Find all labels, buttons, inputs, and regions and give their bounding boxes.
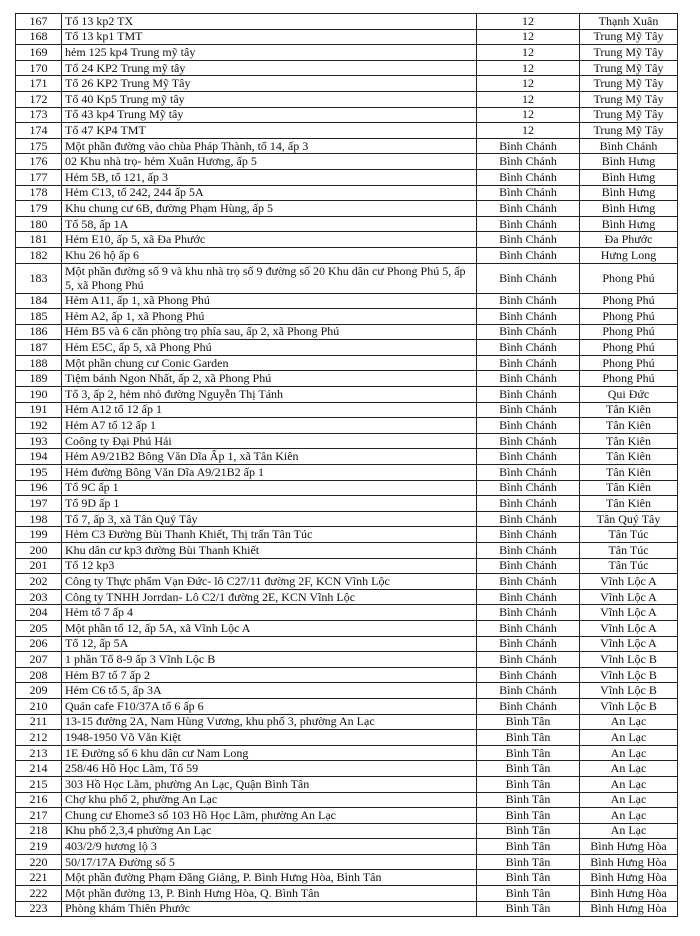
district-cell: Bình Chánh: [477, 402, 580, 418]
district-cell: Bình Chánh: [477, 574, 580, 590]
ward-cell: Phong Phú: [580, 340, 678, 356]
table-row: [16, 232, 678, 248]
table-body: [16, 14, 678, 917]
row-number-cell: 178: [16, 185, 62, 201]
district-cell: Bình Tân: [477, 714, 580, 730]
district-cell: Bình Chánh: [477, 527, 580, 543]
ward-cell: Vĩnh Lộc B: [580, 683, 678, 699]
table-row: [16, 60, 678, 76]
district-cell: Bình Chánh: [477, 309, 580, 325]
ward-cell: Trung Mỹ Tây: [580, 107, 678, 123]
ward-cell: An Lạc: [580, 761, 678, 777]
ward-cell: An Lạc: [580, 808, 678, 824]
district-cell: Bình Tân: [477, 854, 580, 870]
table-row: [16, 263, 678, 293]
ward-cell: Bình Hưng: [580, 216, 678, 232]
ward-cell: Tân Kiên: [580, 449, 678, 465]
location-cell: 13-15 đường 2A, Nam Hùng Vương, khu phố 3, phường An Lạc: [62, 714, 477, 730]
district-cell: Bình Tân: [477, 808, 580, 824]
table-row: [16, 620, 678, 636]
location-cell: Tổ 47 KP4 TMT: [62, 123, 477, 139]
location-cell: 50/17/17A Đường số 5: [62, 854, 477, 870]
row-number-cell: 172: [16, 91, 62, 107]
ward-cell: Đa Phước: [580, 232, 678, 248]
table-row: [16, 496, 678, 512]
row-number-cell: 202: [16, 574, 62, 590]
row-number-cell: 175: [16, 138, 62, 154]
ward-cell: Bình Hưng Hòa: [580, 854, 678, 870]
row-number-cell: 206: [16, 636, 62, 652]
ward-cell: Trung Mỹ Tây: [580, 91, 678, 107]
ward-cell: An Lạc: [580, 714, 678, 730]
table-row: [16, 776, 678, 792]
location-cell: Phòng khám Thiên Phước: [62, 901, 477, 917]
row-number-cell: 197: [16, 496, 62, 512]
ward-cell: Tân Kiên: [580, 480, 678, 496]
ward-cell: Tân Túc: [580, 558, 678, 574]
table-row: [16, 792, 678, 808]
location-cell: Hẻm A11, ấp 1, xã Phong Phú: [62, 293, 477, 309]
location-cell: Hẻm E5C, ấp 5, xã Phong Phú: [62, 340, 477, 356]
location-cell: Tổ 12, ấp 5A: [62, 636, 477, 652]
district-cell: Bình Chánh: [477, 620, 580, 636]
district-cell: Bình Tân: [477, 823, 580, 839]
row-number-cell: 223: [16, 901, 62, 917]
district-cell: Bình Chánh: [477, 247, 580, 263]
table-row: [16, 355, 678, 371]
location-cell: Một phần đường Phạm Đăng Giảng, P. Bình Hưng Hòa, Bình Tân: [62, 870, 477, 886]
row-number-cell: 214: [16, 761, 62, 777]
table-row: [16, 823, 678, 839]
district-cell: Bình Tân: [477, 792, 580, 808]
district-cell: Bình Chánh: [477, 511, 580, 527]
ward-cell: Phong Phú: [580, 355, 678, 371]
ward-cell: An Lạc: [580, 745, 678, 761]
row-number-cell: 184: [16, 293, 62, 309]
location-cell: Khu chung cư 6B, đường Phạm Hùng, ấp 5: [62, 201, 477, 217]
table-row: [16, 745, 678, 761]
location-cell: Tổ 13 kp1 TMT: [62, 29, 477, 45]
table-row: [16, 511, 678, 527]
location-cell: Một phần tổ 12, ấp 5A, xã Vĩnh Lộc A: [62, 620, 477, 636]
location-cell: Hẻm C13, tổ 242, 244 ấp 5A: [62, 185, 477, 201]
district-cell: Bình Chánh: [477, 683, 580, 699]
row-number-cell: 179: [16, 201, 62, 217]
document-sheet: [15, 13, 678, 917]
table-row: [16, 698, 678, 714]
row-number-cell: 193: [16, 433, 62, 449]
district-cell: Bình Chánh: [477, 418, 580, 434]
ward-cell: Bình Hưng: [580, 201, 678, 217]
row-number-cell: 218: [16, 823, 62, 839]
district-cell: Bình Tân: [477, 901, 580, 917]
table-row: [16, 433, 678, 449]
row-number-cell: 217: [16, 808, 62, 824]
ward-cell: Tân Kiên: [580, 418, 678, 434]
location-cell: Tổ 7, ấp 3, xã Tân Quý Tây: [62, 511, 477, 527]
ward-cell: Tân Kiên: [580, 433, 678, 449]
row-number-cell: 168: [16, 29, 62, 45]
table-row: [16, 808, 678, 824]
location-cell: Hẻm đường Bông Văn Dĩa A9/21B2 ấp 1: [62, 465, 477, 481]
row-number-cell: 186: [16, 324, 62, 340]
row-number-cell: 209: [16, 683, 62, 699]
district-cell: Bình Chánh: [477, 496, 580, 512]
ward-cell: Bình Hưng Hòa: [580, 839, 678, 855]
table-row: [16, 558, 678, 574]
district-cell: Bình Chánh: [477, 433, 580, 449]
location-cell: Tiệm bánh Ngon Nhất, ấp 2, xã Phong Phú: [62, 371, 477, 387]
district-cell: Bình Chánh: [477, 558, 580, 574]
district-cell: 12: [477, 107, 580, 123]
location-cell: Tổ 26 KP2 Trung Mỹ Tây: [62, 76, 477, 92]
row-number-cell: 194: [16, 449, 62, 465]
table-row: [16, 854, 678, 870]
row-number-cell: 211: [16, 714, 62, 730]
district-cell: 12: [477, 76, 580, 92]
district-cell: Bình Chánh: [477, 605, 580, 621]
table-row: [16, 589, 678, 605]
location-cell: Quán cafe F10/37A tổ 6 ấp 6: [62, 698, 477, 714]
ward-cell: Bình Chánh: [580, 138, 678, 154]
table-row: [16, 527, 678, 543]
ward-cell: Vĩnh Lộc B: [580, 652, 678, 668]
row-number-cell: 185: [16, 309, 62, 325]
table-row: [16, 574, 678, 590]
table-row: [16, 309, 678, 325]
row-number-cell: 176: [16, 154, 62, 170]
district-cell: Bình Chánh: [477, 667, 580, 683]
table-row: [16, 247, 678, 263]
district-cell: Bình Chánh: [477, 371, 580, 387]
table-row: [16, 652, 678, 668]
row-number-cell: 182: [16, 247, 62, 263]
location-cell: Coông ty Đại Phú Hải: [62, 433, 477, 449]
table-row: [16, 636, 678, 652]
location-cell: Công ty Thực phẩm Vạn Đức- lô C27/11 đường 2F, KCN Vĩnh Lộc: [62, 574, 477, 590]
row-number-cell: 221: [16, 870, 62, 886]
ward-cell: Trung Mỹ Tây: [580, 45, 678, 61]
table-row: [16, 293, 678, 309]
district-cell: 12: [477, 123, 580, 139]
table-row: [16, 107, 678, 123]
district-cell: Bình Chánh: [477, 449, 580, 465]
ward-cell: Bình Hưng: [580, 185, 678, 201]
location-cell: 1E Đường số 6 khu dân cư Nam Long: [62, 745, 477, 761]
row-number-cell: 213: [16, 745, 62, 761]
district-cell: Bình Tân: [477, 870, 580, 886]
district-cell: Bình Tân: [477, 776, 580, 792]
row-number-cell: 222: [16, 886, 62, 902]
location-cell: Hẻm B5 và 6 căn phòng trọ phía sau, ấp 2, xã Phong Phú: [62, 324, 477, 340]
ward-cell: Vĩnh Lộc A: [580, 574, 678, 590]
table-row: [16, 901, 678, 917]
district-cell: Bình Tân: [477, 761, 580, 777]
ward-cell: Trung Mỹ Tây: [580, 29, 678, 45]
district-cell: Bình Chánh: [477, 293, 580, 309]
table-row: [16, 387, 678, 403]
table-row: [16, 154, 678, 170]
row-number-cell: 183: [16, 263, 62, 293]
district-cell: Bình Tân: [477, 730, 580, 746]
row-number-cell: 180: [16, 216, 62, 232]
row-number-cell: 192: [16, 418, 62, 434]
location-cell: 258/46 Hồ Học Lãm, Tổ 59: [62, 761, 477, 777]
district-cell: 12: [477, 91, 580, 107]
ward-cell: Bình Hưng Hòa: [580, 870, 678, 886]
row-number-cell: 188: [16, 355, 62, 371]
district-cell: Bình Chánh: [477, 652, 580, 668]
location-cell: Tổ 40 Kp5 Trung mỹ tây: [62, 91, 477, 107]
row-number-cell: 171: [16, 76, 62, 92]
ward-cell: Tân Túc: [580, 527, 678, 543]
district-cell: 12: [477, 60, 580, 76]
table-row: [16, 465, 678, 481]
ward-cell: Tân Túc: [580, 543, 678, 559]
lockdown-area-table: [15, 13, 678, 917]
location-cell: 1 phần Tổ 8-9 ấp 3 Vĩnh Lộc B: [62, 652, 477, 668]
location-cell: Một phần chung cư Conic Garden: [62, 355, 477, 371]
row-number-cell: 170: [16, 60, 62, 76]
ward-cell: Trung Mỹ Tây: [580, 123, 678, 139]
ward-cell: Bình Hưng Hòa: [580, 886, 678, 902]
table-row: [16, 402, 678, 418]
district-cell: Bình Chánh: [477, 201, 580, 217]
district-cell: Bình Chánh: [477, 216, 580, 232]
district-cell: Bình Chánh: [477, 543, 580, 559]
row-number-cell: 212: [16, 730, 62, 746]
table-row: [16, 45, 678, 61]
row-number-cell: 199: [16, 527, 62, 543]
ward-cell: Tân Quý Tây: [580, 511, 678, 527]
ward-cell: Vĩnh Lộc A: [580, 636, 678, 652]
row-number-cell: 215: [16, 776, 62, 792]
location-cell: Hẻm B7 tổ 7 ấp 2: [62, 667, 477, 683]
district-cell: 12: [477, 45, 580, 61]
ward-cell: Phong Phú: [580, 371, 678, 387]
location-cell: Một phần đường vào chùa Pháp Thành, tổ 14, ấp 3: [62, 138, 477, 154]
location-cell: Tổ 58, ấp 1A: [62, 216, 477, 232]
table-row: [16, 667, 678, 683]
ward-cell: Vĩnh Lộc B: [580, 698, 678, 714]
location-cell: Một phần đường số 9 và khu nhà trọ số 9 đường số 20 Khu dân cư Phong Phú 5, ấp 5, xã Phong Phú: [62, 263, 477, 293]
district-cell: Bình Chánh: [477, 324, 580, 340]
location-cell: Chợ khu phố 2, phường An Lạc: [62, 792, 477, 808]
row-number-cell: 203: [16, 589, 62, 605]
location-cell: Khu dân cư kp3 đường Bùi Thanh Khiết: [62, 543, 477, 559]
row-number-cell: 196: [16, 480, 62, 496]
table-row: [16, 123, 678, 139]
row-number-cell: 189: [16, 371, 62, 387]
table-row: [16, 91, 678, 107]
ward-cell: Phong Phú: [580, 309, 678, 325]
row-number-cell: 169: [16, 45, 62, 61]
location-cell: 303 Hồ Học Lãm, phường An Lạc, Quận Bình Tân: [62, 776, 477, 792]
row-number-cell: 167: [16, 14, 62, 30]
ward-cell: An Lạc: [580, 823, 678, 839]
ward-cell: Phong Phú: [580, 324, 678, 340]
table-row: [16, 543, 678, 559]
district-cell: Bình Chánh: [477, 340, 580, 356]
row-number-cell: 173: [16, 107, 62, 123]
location-cell: Công ty TNHH Jorrdan- Lô C2/1 đường 2E, KCN Vĩnh Lộc: [62, 589, 477, 605]
ward-cell: Hưng Long: [580, 247, 678, 263]
location-cell: Tổ 9D ấp 1: [62, 496, 477, 512]
location-cell: Tổ 3, ấp 2, hẻm nhỏ đường Nguyễn Thị Tánh: [62, 387, 477, 403]
table-row: [16, 605, 678, 621]
location-cell: Khu phố 2,3,4 phường An Lạc: [62, 823, 477, 839]
table-row: [16, 714, 678, 730]
district-cell: Bình Chánh: [477, 387, 580, 403]
location-cell: 403/2/9 hương lộ 3: [62, 839, 477, 855]
district-cell: Bình Chánh: [477, 263, 580, 293]
ward-cell: Bình Hưng Hòa: [580, 901, 678, 917]
district-cell: 12: [477, 14, 580, 30]
table-row: [16, 185, 678, 201]
location-cell: Hẻm 5B, tổ 121, ấp 3: [62, 169, 477, 185]
location-cell: 1948-1950 Võ Văn Kiệt: [62, 730, 477, 746]
row-number-cell: 177: [16, 169, 62, 185]
location-cell: Hẻm A12 tổ 12 ấp 1: [62, 402, 477, 418]
row-number-cell: 174: [16, 123, 62, 139]
ward-cell: Thạnh Xuân: [580, 14, 678, 30]
table-row: [16, 76, 678, 92]
district-cell: Bình Tân: [477, 745, 580, 761]
location-cell: Tổ 13 kp2 TX: [62, 14, 477, 30]
location-cell: Hẻm tổ 7 ấp 4: [62, 605, 477, 621]
location-cell: Hẻm A9/21B2 Bông Văn Dĩa Ấp 1, xã Tân Kiên: [62, 449, 477, 465]
row-number-cell: 198: [16, 511, 62, 527]
table-row: [16, 216, 678, 232]
district-cell: Bình Chánh: [477, 138, 580, 154]
ward-cell: Vĩnh Lộc A: [580, 589, 678, 605]
ward-cell: Bình Hưng: [580, 154, 678, 170]
district-cell: Bình Chánh: [477, 154, 580, 170]
ward-cell: Bình Hưng: [580, 169, 678, 185]
ward-cell: Qui Đức: [580, 387, 678, 403]
ward-cell: Phong Phú: [580, 263, 678, 293]
location-cell: Hẻm C6 tổ 5, ấp 3A: [62, 683, 477, 699]
ward-cell: Vĩnh Lộc A: [580, 605, 678, 621]
table-row: [16, 730, 678, 746]
ward-cell: Trung Mỹ Tây: [580, 60, 678, 76]
location-cell: Hẻm A2, ấp 1, xã Phong Phú: [62, 309, 477, 325]
table-row: [16, 870, 678, 886]
row-number-cell: 216: [16, 792, 62, 808]
table-row: [16, 169, 678, 185]
location-cell: 02 Khu nhà trọ- hẻm Xuân Hương, ấp 5: [62, 154, 477, 170]
location-cell: Chung cư Ehome3 số 103 Hồ Học Lãm, phường An Lạc: [62, 808, 477, 824]
location-cell: hẻm 125 kp4 Trung mỹ tây: [62, 45, 477, 61]
table-row: [16, 371, 678, 387]
table-row: [16, 201, 678, 217]
row-number-cell: 204: [16, 605, 62, 621]
ward-cell: Vĩnh Lộc A: [580, 620, 678, 636]
row-number-cell: 191: [16, 402, 62, 418]
ward-cell: Tân Kiên: [580, 465, 678, 481]
location-cell: Tổ 24 KP2 Trung mỹ tây: [62, 60, 477, 76]
row-number-cell: 187: [16, 340, 62, 356]
table-row: [16, 449, 678, 465]
row-number-cell: 207: [16, 652, 62, 668]
district-cell: Bình Chánh: [477, 355, 580, 371]
table-row: [16, 839, 678, 855]
district-cell: Bình Chánh: [477, 480, 580, 496]
location-cell: Tổ 12 kp3: [62, 558, 477, 574]
row-number-cell: 190: [16, 387, 62, 403]
row-number-cell: 220: [16, 854, 62, 870]
district-cell: Bình Chánh: [477, 465, 580, 481]
ward-cell: Tân Kiên: [580, 496, 678, 512]
district-cell: Bình Chánh: [477, 636, 580, 652]
district-cell: Bình Chánh: [477, 589, 580, 605]
table-row: [16, 29, 678, 45]
table-row: [16, 683, 678, 699]
table-row: [16, 418, 678, 434]
location-cell: Hẻm E10, ấp 5, xã Đa Phước: [62, 232, 477, 248]
row-number-cell: 219: [16, 839, 62, 855]
ward-cell: An Lạc: [580, 792, 678, 808]
ward-cell: Vĩnh Lộc B: [580, 667, 678, 683]
table-row: [16, 480, 678, 496]
row-number-cell: 210: [16, 698, 62, 714]
row-number-cell: 195: [16, 465, 62, 481]
table-row: [16, 761, 678, 777]
table-row: [16, 340, 678, 356]
location-cell: Khu 26 hộ ấp 6: [62, 247, 477, 263]
row-number-cell: 208: [16, 667, 62, 683]
district-cell: Bình Chánh: [477, 169, 580, 185]
row-number-cell: 200: [16, 543, 62, 559]
district-cell: Bình Chánh: [477, 185, 580, 201]
row-number-cell: 181: [16, 232, 62, 248]
location-cell: Hẻm C3 Đường Bùi Thanh Khiết, Thị trấn Tân Túc: [62, 527, 477, 543]
table-row: [16, 324, 678, 340]
row-number-cell: 205: [16, 620, 62, 636]
ward-cell: Trung Mỹ Tây: [580, 76, 678, 92]
location-cell: Hẻm A7 tổ 12 ấp 1: [62, 418, 477, 434]
district-cell: 12: [477, 29, 580, 45]
table-row: [16, 886, 678, 902]
ward-cell: Tân Kiên: [580, 402, 678, 418]
table-row: [16, 14, 678, 30]
ward-cell: An Lạc: [580, 730, 678, 746]
ward-cell: Phong Phú: [580, 293, 678, 309]
district-cell: Bình Chánh: [477, 232, 580, 248]
district-cell: Bình Tân: [477, 839, 580, 855]
location-cell: Tổ 43 kp4 Trung Mỹ tây: [62, 107, 477, 123]
location-cell: Một phần đường 13, P. Bình Hưng Hòa, Q. Bình Tân: [62, 886, 477, 902]
table-row: [16, 138, 678, 154]
row-number-cell: 201: [16, 558, 62, 574]
district-cell: Bình Tân: [477, 886, 580, 902]
location-cell: Tổ 9C ấp 1: [62, 480, 477, 496]
ward-cell: An Lạc: [580, 776, 678, 792]
district-cell: Bình Chánh: [477, 698, 580, 714]
